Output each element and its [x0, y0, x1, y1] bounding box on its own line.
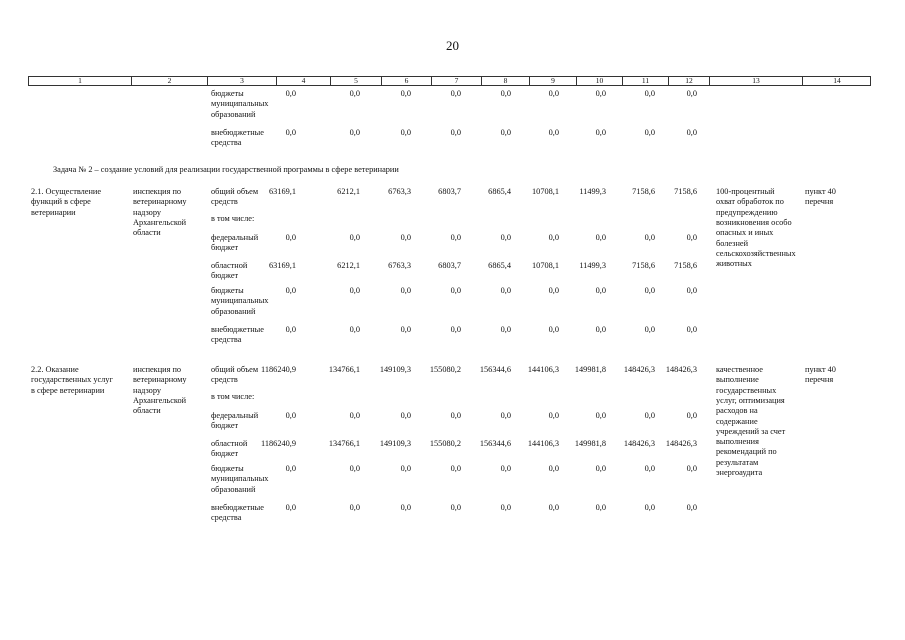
- funding-row-label: областной: [211, 439, 248, 448]
- funding-row-value: 0,0: [400, 464, 411, 473]
- funding-row-value: 148426,3: [665, 365, 697, 374]
- funding-row-value: 0,0: [500, 233, 511, 242]
- column-header-2: 2: [132, 77, 208, 85]
- expected-result: расходов на: [716, 406, 758, 416]
- expected-result: охват обработок по: [716, 197, 784, 207]
- funding-row-value: 10708,1: [532, 187, 559, 196]
- funding-row-value: 155080,2: [429, 439, 461, 448]
- continuation-row-value: 0,0: [686, 128, 697, 137]
- continuation-row-value: 0,0: [686, 89, 697, 98]
- expected-result: предупреждению: [716, 207, 778, 217]
- executor: надзору: [133, 207, 162, 217]
- expected-result: государственных: [716, 385, 777, 395]
- expected-result: качественное: [716, 365, 763, 374]
- funding-row-value: 0,0: [285, 411, 296, 420]
- continuation-row-value: 0,0: [500, 89, 511, 98]
- funding-row-label: внебюджетные: [211, 325, 264, 334]
- funding-row-label: бюджет: [211, 421, 239, 431]
- funding-row-label: муниципальных: [211, 296, 269, 306]
- column-header-3: 3: [208, 77, 277, 85]
- executor: ветеринарному: [133, 197, 187, 207]
- activity-name: ветеринарии: [31, 207, 76, 217]
- continuation-row-value: 0,0: [644, 89, 655, 98]
- funding-row-value: 6803,7: [438, 187, 461, 196]
- funding-row-value: 0,0: [644, 411, 655, 420]
- funding-row-value: 6763,3: [388, 187, 411, 196]
- expected-result: энергоаудита: [716, 468, 763, 477]
- funding-row-value: 148426,3: [623, 365, 655, 374]
- continuation-row-label: внебюджетные: [211, 128, 264, 137]
- funding-row-value: 11499,3: [579, 187, 606, 196]
- continuation-row-value: 0,0: [450, 128, 461, 137]
- funding-row-value: 148426,3: [665, 439, 697, 448]
- activity-name: функций в сфере: [31, 197, 91, 207]
- funding-row-value: 0,0: [349, 286, 360, 295]
- funding-row-label: образований: [211, 484, 256, 494]
- funding-row-value: 0,0: [644, 325, 655, 334]
- funding-row-value: 0,0: [400, 233, 411, 242]
- funding-row-value: 1186240,9: [261, 365, 296, 374]
- continuation-row-value: 0,0: [349, 128, 360, 137]
- funding-row-label: в том числе:: [211, 392, 255, 401]
- funding-row-value: 155080,2: [429, 365, 461, 374]
- funding-row-value: 0,0: [285, 286, 296, 295]
- expected-result: возникновения особо: [716, 217, 792, 227]
- funding-row-value: 0,0: [644, 286, 655, 295]
- funding-row-value: 144106,3: [527, 439, 559, 448]
- funding-row-value: 7158,6: [632, 261, 655, 270]
- funding-row-label: средства: [211, 513, 242, 523]
- funding-row-value: 0,0: [400, 325, 411, 334]
- funding-row-label: общий объем: [211, 365, 259, 374]
- executor: ветеринарному: [133, 375, 187, 385]
- continuation-row-value: 0,0: [595, 128, 606, 137]
- funding-row-value: 6803,7: [438, 261, 461, 270]
- executor: инспекция по: [133, 365, 182, 374]
- funding-row-label: бюджеты: [211, 464, 244, 473]
- funding-row-label: областной: [211, 261, 248, 270]
- continuation-row-value: 0,0: [548, 128, 559, 137]
- continuation-row-value: 0,0: [349, 89, 360, 98]
- expected-result: рекомендаций по: [716, 447, 777, 457]
- funding-row-value: 144106,3: [527, 365, 559, 374]
- funding-row-value: 0,0: [644, 464, 655, 473]
- funding-row-value: 148426,3: [623, 439, 655, 448]
- funding-row-label: федеральный: [211, 233, 259, 242]
- expected-result: выполнение: [716, 375, 759, 385]
- expected-result: учреждений за счет: [716, 426, 786, 436]
- expected-result: опасных и иных: [716, 228, 774, 238]
- funding-row-value: 0,0: [500, 464, 511, 473]
- activity-name: 2.2. Оказание: [31, 365, 79, 374]
- funding-row-value: 0,0: [548, 233, 559, 242]
- funding-row-value: 10708,1: [532, 261, 559, 270]
- expected-result: 100-процентный: [716, 187, 775, 196]
- reference-note: пункт 40: [805, 187, 836, 196]
- funding-row-value: 0,0: [400, 286, 411, 295]
- column-header-11: 11: [623, 77, 669, 85]
- funding-row-label: бюджеты: [211, 286, 244, 295]
- funding-row-value: 7158,6: [674, 261, 697, 270]
- column-header-4: 4: [277, 77, 331, 85]
- funding-row-value: 149981,8: [574, 439, 606, 448]
- funding-row-value: 0,0: [500, 503, 511, 512]
- continuation-row-value: 0,0: [500, 128, 511, 137]
- funding-row-value: 0,0: [686, 286, 697, 295]
- funding-row-label: муниципальных: [211, 474, 269, 484]
- column-header-1: 1: [29, 77, 132, 85]
- funding-row-value: 0,0: [349, 325, 360, 334]
- funding-row-value: 0,0: [450, 411, 461, 420]
- funding-row-label: бюджет: [211, 243, 239, 253]
- continuation-row-value: 0,0: [548, 89, 559, 98]
- column-header-row: [28, 76, 871, 86]
- reference-note: пункт 40: [805, 365, 836, 374]
- executor: Архангельской: [133, 217, 187, 227]
- executor: области: [133, 406, 161, 416]
- funding-row-value: 0,0: [595, 464, 606, 473]
- continuation-row-value: 0,0: [285, 128, 296, 137]
- executor: Архангельской: [133, 395, 187, 405]
- funding-row-value: 0,0: [548, 286, 559, 295]
- column-header-9: 9: [530, 77, 577, 85]
- column-header-5: 5: [331, 77, 382, 85]
- funding-row-value: 0,0: [686, 325, 697, 334]
- task-heading: Задача № 2 – создание условий для реализации государственной программы в сфере ветеринарии: [53, 165, 399, 174]
- funding-row-value: 0,0: [595, 233, 606, 242]
- funding-row-value: 0,0: [450, 464, 461, 473]
- funding-row-value: 6212,1: [337, 187, 360, 196]
- funding-row-value: 0,0: [548, 411, 559, 420]
- funding-row-value: 134766,1: [328, 365, 360, 374]
- funding-row-value: 63169,1: [269, 261, 296, 270]
- continuation-row-label: образований: [211, 109, 256, 119]
- continuation-row-value: 0,0: [400, 128, 411, 137]
- reference-note: перечня: [805, 197, 834, 207]
- funding-row-value: 0,0: [500, 411, 511, 420]
- continuation-row-label: бюджеты: [211, 89, 244, 98]
- funding-row-value: 149109,3: [379, 365, 411, 374]
- expected-result: болезней: [716, 238, 749, 248]
- funding-row-value: 134766,1: [328, 439, 360, 448]
- continuation-row-label: средства: [211, 138, 242, 148]
- funding-row-label: общий объем: [211, 187, 259, 196]
- continuation-row-value: 0,0: [450, 89, 461, 98]
- funding-row-value: 6212,1: [337, 261, 360, 270]
- funding-row-label: бюджет: [211, 271, 239, 281]
- column-header-8: 8: [482, 77, 530, 85]
- column-header-14: 14: [833, 76, 841, 85]
- funding-row-value: 156344,6: [479, 365, 511, 374]
- funding-row-value: 0,0: [595, 286, 606, 295]
- funding-row-value: 0,0: [450, 233, 461, 242]
- funding-row-value: 0,0: [450, 325, 461, 334]
- funding-row-value: 0,0: [548, 464, 559, 473]
- funding-row-value: 0,0: [400, 411, 411, 420]
- funding-row-value: 0,0: [349, 411, 360, 420]
- funding-row-label: в том числе:: [211, 214, 255, 223]
- funding-row-value: 0,0: [450, 286, 461, 295]
- funding-row-value: 0,0: [686, 411, 697, 420]
- funding-row-value: 0,0: [644, 503, 655, 512]
- continuation-row-value: 0,0: [595, 89, 606, 98]
- funding-row-value: 7158,6: [674, 187, 697, 196]
- activity-name: 2.1. Осуществление: [31, 187, 102, 196]
- funding-row-value: 1186240,9: [261, 439, 296, 448]
- funding-row-label: образований: [211, 306, 256, 316]
- funding-row-value: 0,0: [686, 233, 697, 242]
- expected-result: животных: [716, 259, 752, 269]
- funding-row-value: 63169,1: [269, 187, 296, 196]
- funding-row-value: 6763,3: [388, 261, 411, 270]
- column-header-7: 7: [432, 77, 482, 85]
- activity-name: государственных услуг: [31, 375, 113, 385]
- continuation-row-label: муниципальных: [211, 99, 269, 109]
- funding-row-value: 6865,4: [488, 261, 511, 270]
- executor: инспекция по: [133, 187, 182, 196]
- funding-row-value: 0,0: [285, 503, 296, 512]
- expected-result: услуг, оптимизация: [716, 395, 785, 405]
- funding-row-value: 149981,8: [574, 365, 606, 374]
- funding-row-value: 0,0: [349, 503, 360, 512]
- page-number: 20: [446, 38, 459, 53]
- funding-row-value: 0,0: [644, 233, 655, 242]
- expected-result: результатам: [716, 457, 759, 467]
- continuation-row-value: 0,0: [285, 89, 296, 98]
- funding-row-value: 0,0: [548, 503, 559, 512]
- continuation-row-value: 0,0: [644, 128, 655, 137]
- funding-row-value: 0,0: [285, 464, 296, 473]
- reference-note: перечня: [805, 375, 834, 385]
- executor: надзору: [133, 385, 162, 395]
- funding-row-value: 0,0: [500, 325, 511, 334]
- continuation-row-value: 0,0: [400, 89, 411, 98]
- activity-name: в сфере ветеринарии: [31, 385, 105, 395]
- funding-row-value: 0,0: [595, 503, 606, 512]
- funding-row-value: 6865,4: [488, 187, 511, 196]
- expected-result: выполнения: [716, 437, 759, 447]
- funding-row-value: 0,0: [349, 233, 360, 242]
- funding-row-label: бюджет: [211, 449, 239, 459]
- funding-row-value: 0,0: [595, 325, 606, 334]
- column-header-10: 10: [577, 77, 623, 85]
- funding-row-value: 0,0: [595, 411, 606, 420]
- expected-result: сельскохозяйственных: [716, 248, 796, 258]
- column-header-13: 13: [710, 77, 803, 85]
- funding-row-value: 0,0: [285, 233, 296, 242]
- column-header-6: 6: [382, 77, 432, 85]
- executor: области: [133, 228, 161, 238]
- funding-row-value: 0,0: [349, 464, 360, 473]
- expected-result: содержание: [716, 416, 758, 426]
- funding-row-label: средств: [211, 197, 238, 207]
- funding-row-value: 0,0: [400, 503, 411, 512]
- funding-row-value: 0,0: [500, 286, 511, 295]
- funding-row-label: средств: [211, 375, 238, 385]
- funding-row-value: 11499,3: [579, 261, 606, 270]
- funding-row-label: средства: [211, 335, 242, 345]
- funding-row-value: 156344,6: [479, 439, 511, 448]
- funding-row-value: 0,0: [450, 503, 461, 512]
- funding-row-value: 149109,3: [379, 439, 411, 448]
- funding-row-label: внебюджетные: [211, 503, 264, 512]
- funding-row-label: федеральный: [211, 411, 259, 420]
- funding-row-value: 0,0: [548, 325, 559, 334]
- column-header-12: 12: [669, 77, 710, 85]
- funding-row-value: 0,0: [686, 464, 697, 473]
- funding-row-value: 0,0: [686, 503, 697, 512]
- funding-row-value: 7158,6: [632, 187, 655, 196]
- funding-row-value: 0,0: [285, 325, 296, 334]
